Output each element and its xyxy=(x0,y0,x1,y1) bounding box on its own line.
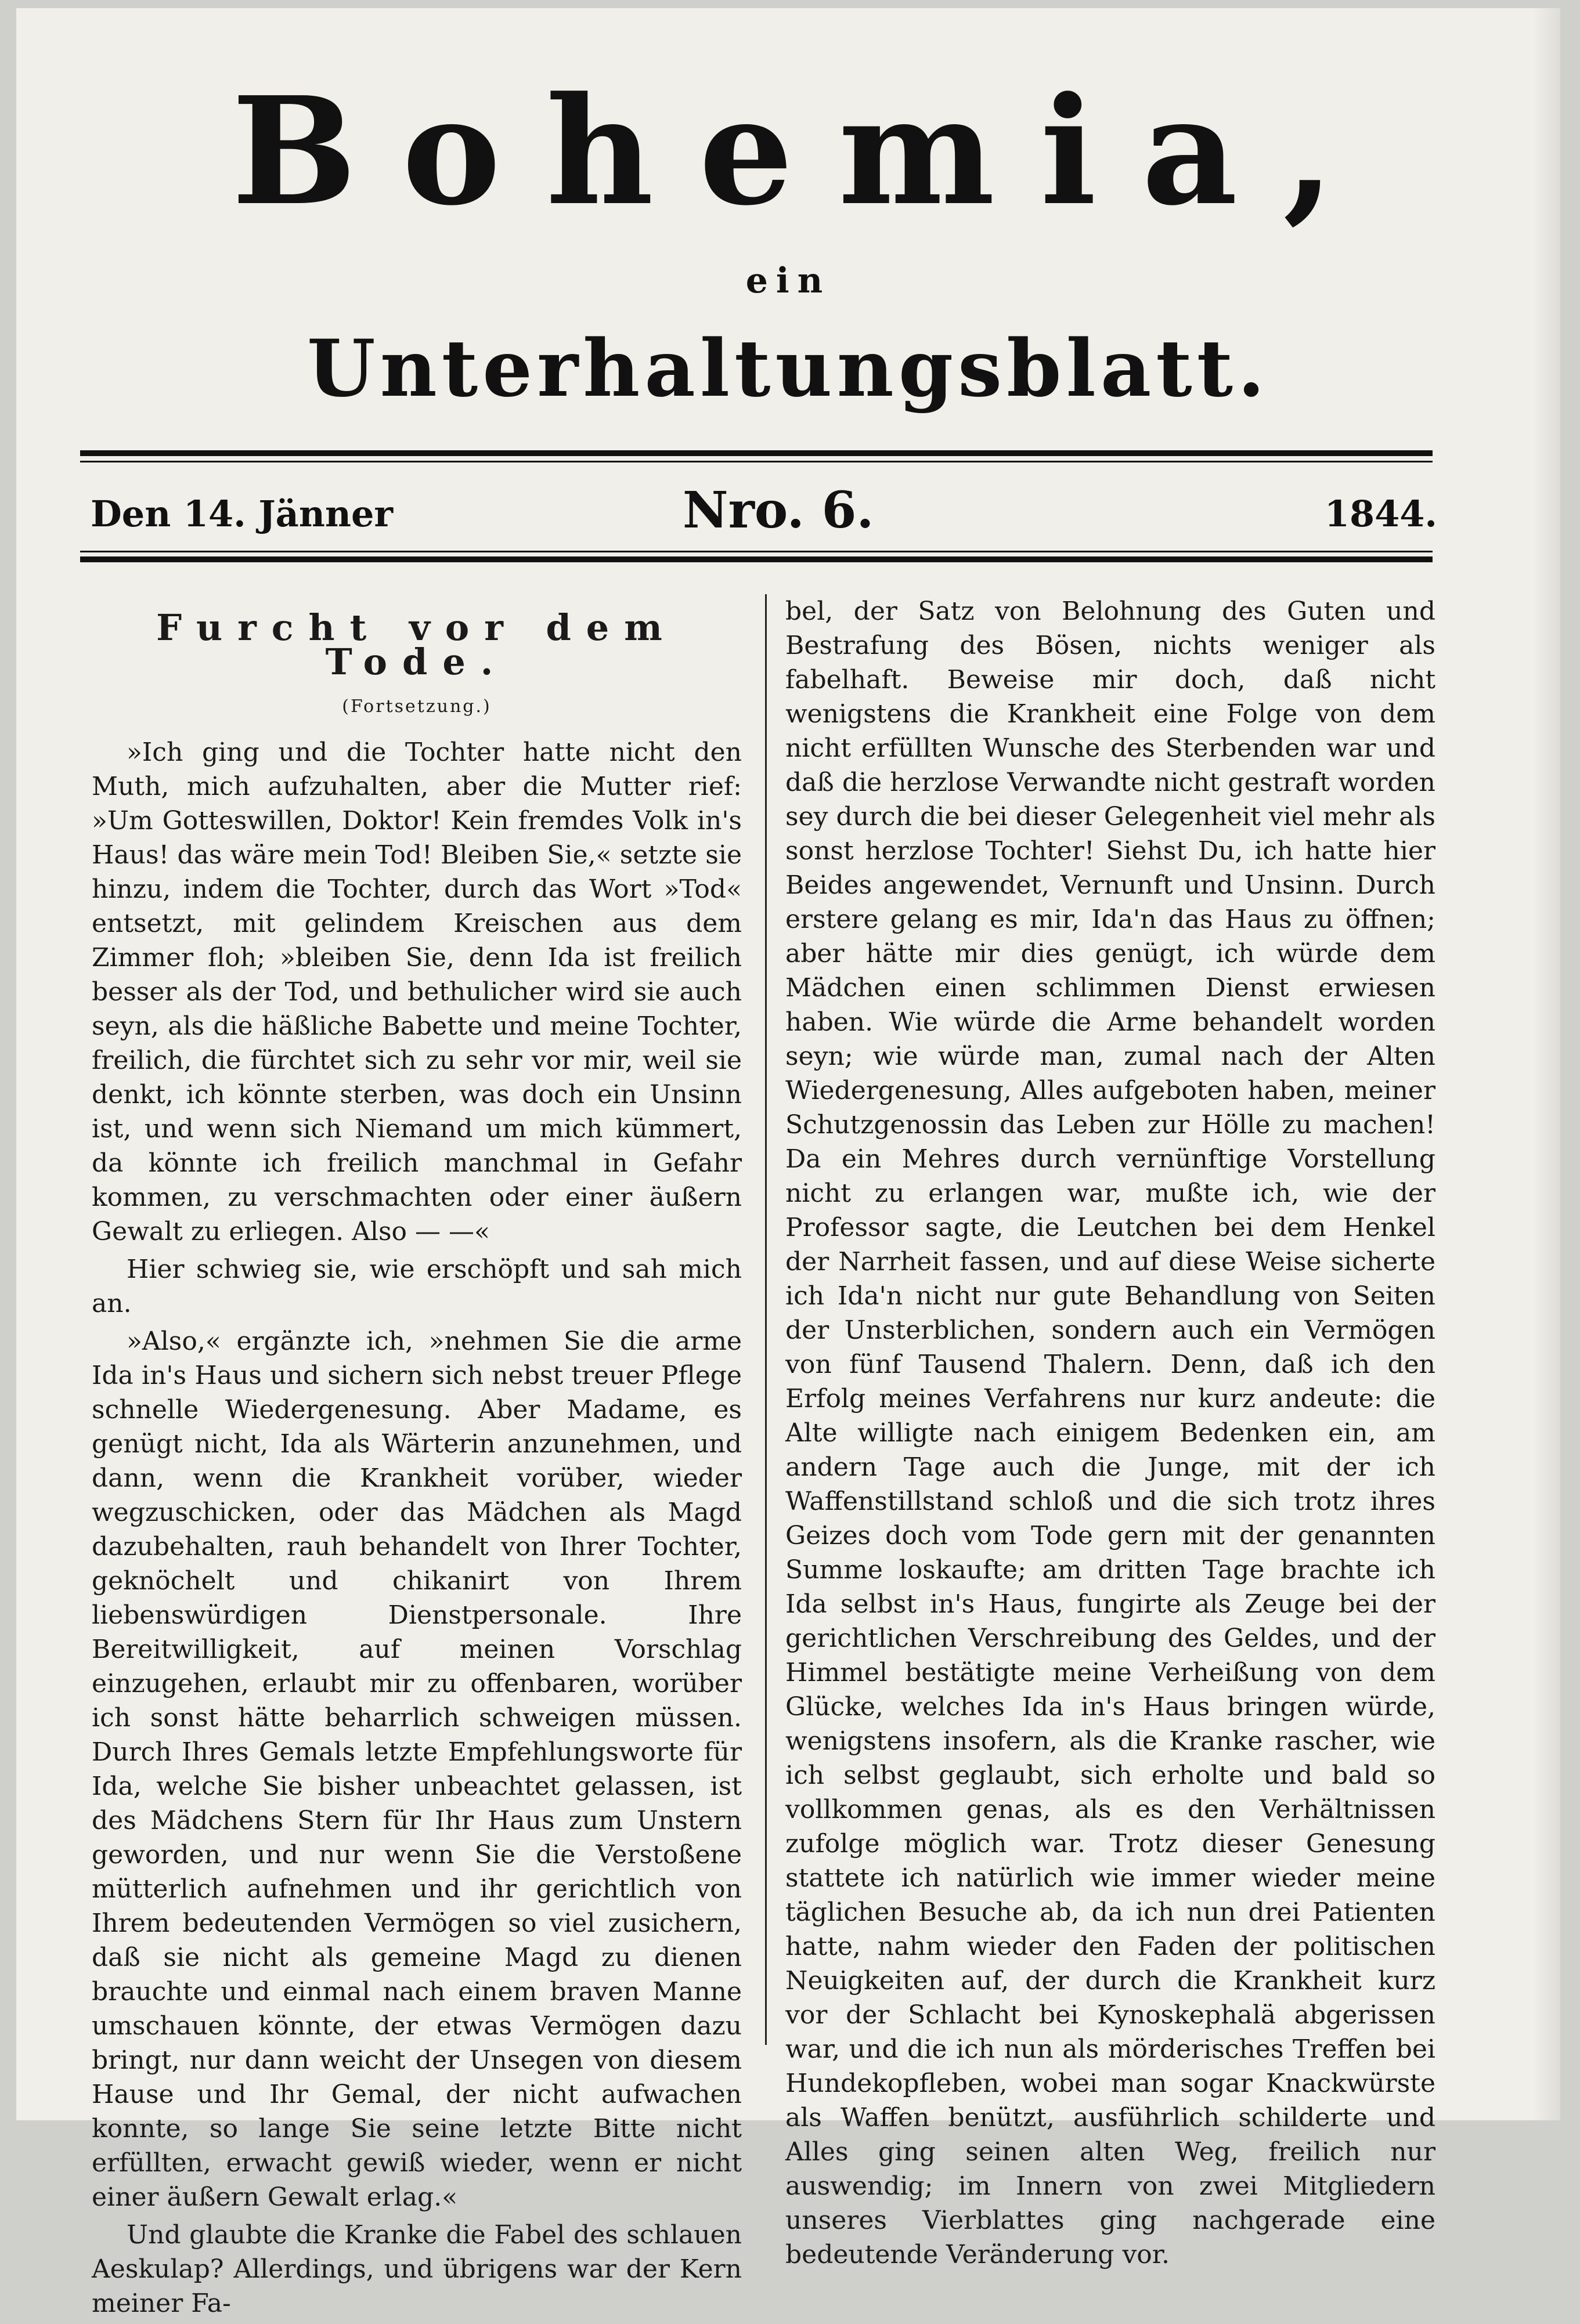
paragraph: Hier schwieg sie, wie erschöpft und sah mich an. xyxy=(92,1255,742,1318)
newspaper-page xyxy=(16,8,1560,2318)
masthead-rule-thin xyxy=(80,461,1433,462)
paragraph: Und glaubte die Kranke die Fabel des schlauen Aeskulap? Allerdings, und übrigens war der Kern meiner Fa- xyxy=(92,2220,742,2318)
dateline xyxy=(91,481,1437,545)
dateline-rule-thin xyxy=(80,551,1433,552)
article-title: Furcht vor dem Tode. xyxy=(156,606,677,683)
column-divider xyxy=(765,594,767,2045)
article-column-left xyxy=(92,594,742,2324)
masthead xyxy=(16,65,1560,414)
paragraph: bel, der Satz von Belohnung des Guten und Bestrafung des Bösen, nichts weniger als fabelhaft. Beweise mir doch, daß nicht wenigstens die Krankheit eine Folge von dem nicht erfüllten Wunsche des Sterbenden war und daß die herzlose Verwandte nicht gestraft worden sey durch die bei dieser Gelegenheit viel mehr als sonst herzlose Tochter! Siehst Du, ich hatte hier Beides angewendet, Vernunft und Unsinn. Durch erstere gelang es mir, Ida'n das Haus zu öffnen; aber hätte mir dies genügt, ich würde dem Mädchen einen schlimmen Dienst erwiesen haben. Wie würde die Arme behandelt worden seyn; wie würde man, zumal nach der Alten Wiedergenesung, Alles aufgeboten haben, meiner Schutzgenossin das Leben zur Hölle zu machen! Da ein Mehres durch vernünftige Vorstellung nicht zu erlangen war, mußte ich, wie der Professor sagte, die Leutchen bei dem Henkel der Narrheit fassen, und auf diese Weise sicherte ich Ida'n nicht nur gute Behandlung von Seiten der Unsterblichen, sondern auch ein Vermögen von fünf Tausend Thalern. Denn, daß ich den Erfolg meines Verfahrens nur kurz andeute: die Alte willigte nach einigem Bedenken ein, am andern Tage auch die Junge, mit der ich Waffenstillstand schloß und die sich trotz ihres Geizes doch vom Tode gern mit der genannten Summe loskaufte; am dritten Tage brachte ich Ida selbst in's Haus, fungirte als Zeuge bei der gerichtlichen Verschreibung des Geldes, und der Himmel bestätigte meine Verheißung von dem Glücke, welches Ida in's Haus bringen würde, wenigstens insofern, als die Kranke rascher, wie ich selbst geglaubt, sich erholte und bald so vollkommen genas, als es den Verhältnissen zufolge möglich war. Trotz dieser Genesung stattete ich natürlich wie immer wieder meine täglichen Besuche ab, da ich nun drei Patienten hatte, nahm wieder den Faden der politischen Neuigkeiten auf, der durch die Krankheit kurz vor der Schlacht bei Kynoskephalä abgerissen war, und die ich nun als mörderisches Treffen bei Hundekopfleben, wobei man sogar Knackwürste als Waffen benützt, ausführlich schilderte und Alles ging seinen alten Weg, freilich nur auswendig; im Innern von zwei Mitgliedern unseres Vierblattes ging nachgerade eine bedeutende Veränderung vor. xyxy=(785,597,1435,2269)
issue-number: Nro. 6. xyxy=(683,481,874,540)
article-continuation-note: (Fortsetzung.) xyxy=(342,696,492,717)
paragraph: »Also,« ergänzte ich, »nehmen Sie die arme Ida in's Haus und sichern sich nebst treuer Pflege schnelle Wiedergenesung. Aber Madame, es genügt nicht, Ida als Wärterin anzunehmen, und dann, wenn die Krankheit vorüber, wieder wegzuschicken, oder das Mädchen als Magd dazubehalten, rauh behandelt von Ihrer Tochter, geknöchelt und chikanirt von Ihrem liebenswürdigen Dienstpersonale. Ihre Bereitwilligkeit, auf meinen Vorschlag einzugehen, erlaubt mir zu offenbaren, worüber ich sonst hätte beharrlich schweigen müssen. Durch Ihres Gemals letzte Empfehlungsworte für Ida, welche Sie bisher unbeachtet gelassen, ist des Mädchens Stern für Ihr Haus zum Unstern geworden, und nur wenn Sie die Verstoßene mütterlich aufnehmen und ihr gerichtlich von Ihrem bedeutenden Vermögen so viel zusichern, daß sie nicht als gemeine Magd zu dienen brauchte und einmal nach einem braven Manne umschauen könnte, der etwas Vermögen dazu bringt, nur dann weicht der Unsegen von diesem Hause und Ihr Gemal, der nicht aufwachen konnte, so lange Sie seine letzte Bitte nicht erfüllten, erwacht gewiß wieder, wenn er nicht einer äußern Gewalt erlag.« xyxy=(92,1327,742,2212)
paragraph: »Ich ging und die Tochter hatte nicht den Muth, mich aufzuhalten, aber die Mutter rief: »Um Gotteswillen, Doktor! Kein fremdes Volk in's Haus! das wäre mein Tod! Bleiben Sie,« setzte sie hinzu, indem die Tochter, durch das Wort »Tod« entsetzt, mit gelindem Kreischen aus dem Zimmer floh; »bleiben Sie, denn Ida ist freilich besser als der Tod, und bethulicher wird sie auch seyn, als die häßliche Babette und meine Tochter, freilich, die fürchtet sich zu sehr vor mir, weil sie denkt, ich könnte sterben, was doch ein Unsinn ist, und wenn sich Niemand um mich kümmert, da könnte ich freilich manchmal in Gefahr kommen, zu verschmachten oder einer äußern Gewalt zu erliegen. Also — —« xyxy=(92,738,742,1246)
masthead-ein: ein xyxy=(745,261,831,301)
issue-date: Den 14. Jänner xyxy=(91,493,394,535)
newspaper-title: Bohemia, xyxy=(232,65,1380,238)
issue-year: 1844. xyxy=(1324,493,1437,535)
masthead-rule-thick xyxy=(80,450,1433,456)
article-column-right xyxy=(785,594,1435,2275)
newspaper-subtitle: Unterhaltungsblatt. xyxy=(306,322,1270,414)
dateline-rule-thick xyxy=(80,556,1433,562)
